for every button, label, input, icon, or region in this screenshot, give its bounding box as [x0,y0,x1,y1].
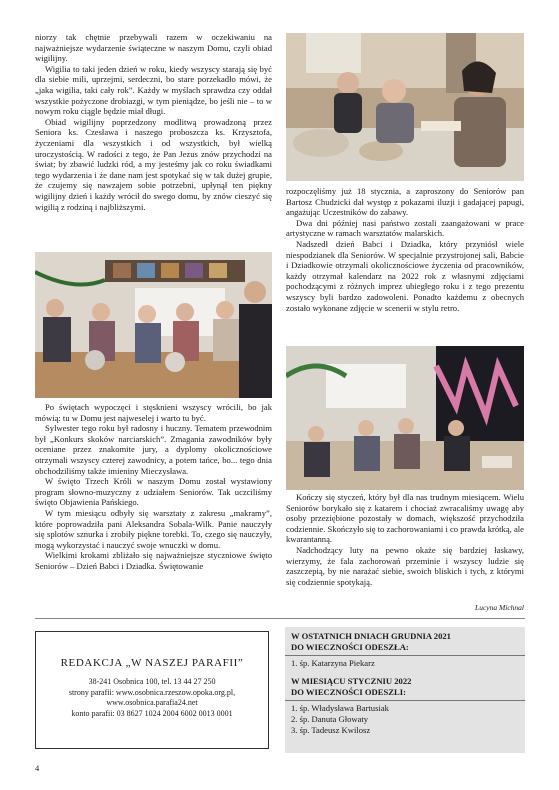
obituary-separator [285,700,525,701]
page-number: 4 [35,763,40,773]
editorial-info-box [35,631,269,749]
author-signature: Lucyna Michnal [475,603,524,612]
paragraph: Obiad wigilijny poprzedzony modlitwą prowadzoną przez Seniora ks. Czesława i naszego proboszcza ks. Krzysztofa, życzeniami dla wszystkich i od wszystkich, był wielką uroczystością. W radości z tego, że Pan Jezus znów przychodzi na świat; by zbawić ludzki ród, a my jesteśmy jak co roku świadkami tego wydarzenia i że dane nam jest spotykać się w tak dużej grupie, że czujemy się nawzajem sobie potrzebni, upłynął ten piękny wigilijny dzień i każdy wrócił do swego domu, by znów cieszyć się wigilią z rodziną i najbliższymi. [35,116,272,212]
editorial-bank-account: konto parafii: 03 8627 1024 2004 6002 0013 0001 [71,708,233,718]
obituary-box [285,627,525,753]
article-left-bottom [35,402,272,572]
paragraph: Dwa dni później nasi państwo zostali zaangażowani w prace artystyczne w ramach warsztatów malarskich. [286,217,524,239]
photo-craft-workshop [286,33,524,181]
paragraph: Kończy się styczeń, który był dla nas trudnym miesiącem. Wielu Seniorów borykało się z katarem i chociaż zwracaliśmy uwagę aby osoby przeziębione pozostały w domach, większość przychodziła codziennie. Skończyło się to zachorowaniami i co prawda krótką, ale kwarantanną. [286,492,524,545]
paragraph: W święto Trzech Króli w naszym Domu został wystawiony program słowno-muzyczny z udziałem Seniorów. Tak uczciliśmy święto Objawienia Pańskiego. [35,476,272,508]
obituary-heading-line: W OSTATNICH DNIACH GRUDNIA 2021 [291,631,451,641]
article-right-mid [286,186,524,313]
obituary-heading-line: DO WIECZNOŚCI ODESZLI: [291,687,406,698]
paragraph: rozpoczęliśmy już 18 stycznia, a zaproszony do Seniorów pan Bartosz Chudzicki dał występ z pokazami iluzji i gadającej papugi, angażując Uczestników do zabawy. [286,186,524,218]
obituary-separator [285,655,525,656]
editorial-address: 38-241 Osobnica 100, tel. 13 44 27 250 [88,677,216,686]
article-right-bottom [286,492,524,587]
editorial-title: REDAKCJA „W NASZEJ PARAFII” [60,657,244,669]
obituary-item: 3. śp. Tadeusz Kwilosz [291,724,371,735]
paragraph: niorzy tak chętnie przebywali razem w oczekiwaniu na najważniejsze wydarzenie świąteczne w naszym Domu, czyli obiad wigilijny. [35,32,272,64]
paragraph: Sylwester tego roku był radosny i huczny. Tematem przewodnim był „Konkurs skoków narciarskich”. Zmagania zawodników były oceniane przez znakomite jury, a dyplomy okolicznościowe otrzymali wszyscy czterej zawodnicy, a potem tańce, bo... tego dnia obchodziliśmy także imieniny Mieczysława. [35,423,272,476]
section-divider [35,618,525,619]
paragraph: Wigilia to taki jeden dzień w roku, kiedy wszyscy starają się być dla siebie mili, uprzejmi, serdeczni, bo stare porzekadło mówi, że „jaka wigilia, taki cały rok”. Każdy w myślach sprawdza czy oddał wszystkie pożyczone drobiazgi, w tym pieniądze, bo jeśli nie – to w nowym roku ciągle będzie miał długi. [35,63,272,117]
paragraph: Nadszedł dzień Babci i Dziadka, który przyniósł wiele niespodzianek dla Seniorów. W specjalnie przystrojonej sali, Babcie i Dziadkowie otrzymali okolicznościowe życzenia od pracowników, każdy otrzymał kalendarz na 2022 rok z własnymi zdjęciami pochodzącymi z różnych imprez ubiegłego roku i z tego prezentu wszyscy byli bardzo zadowoleni. Ponadto każdemu z obecnych zostało wykonane zdjęcie w scenerii w stylu retro. [286,238,524,313]
obituary-heading [285,672,525,698]
obituary-heading [285,627,525,653]
paragraph: Po świętach wypoczęci i stęsknieni wszyscy wrócili, bo jak mówią: tu w Domu jest najweselej i warto tu być. [35,402,272,423]
editorial-website: strony parafii: www.osobnica.rzeszow.opoka.org.pl, [68,687,236,697]
photo-wigilia-group [35,252,272,398]
paragraph: W tym miesiącu odbyły się warsztaty z zakresu „makramy”, które poprowadziła pani Aleksandra Sobala-Wilk. Panie nauczyły się splotów sznurka i zrobiły piękne torebki. To, czego się nauczyły, mogą wykorzystać i nauczyć swoje wnuczki w domu. [35,507,272,550]
paragraph: Wielkimi krokami zbliżało się najważniejsze styczniowe święto Seniorów – Dzień Babci i Dziadka. Świętowanie [35,550,272,571]
obituary-heading-line: W MIESIĄCU STYCZNIU 2022 [291,676,412,687]
editorial-website: www.osobnica.parafia24.net [106,698,198,707]
obituary-item: 1. śp. Katarzyna Piekarz [291,657,375,668]
obituary-item: 2. śp. Danuta Głowaty [291,713,369,724]
paragraph: Nadchodzący luty na pewno okaże się bardziej łaskawy, wierzymy, że fala zachorowań przeminie i wszyscy ludzie się zaszczepią, by nie narażać siebie, swoich bliskich i tych, z którymi się codziennie spotykają. [286,544,524,587]
obituary-heading-line: DO WIECZNOŚCI ODESZŁA: [291,641,409,652]
article-left-top [35,32,272,212]
obituary-item: 1. śp. Władysława Bartusiak [291,702,389,713]
photo-grandparents-day [286,346,524,490]
